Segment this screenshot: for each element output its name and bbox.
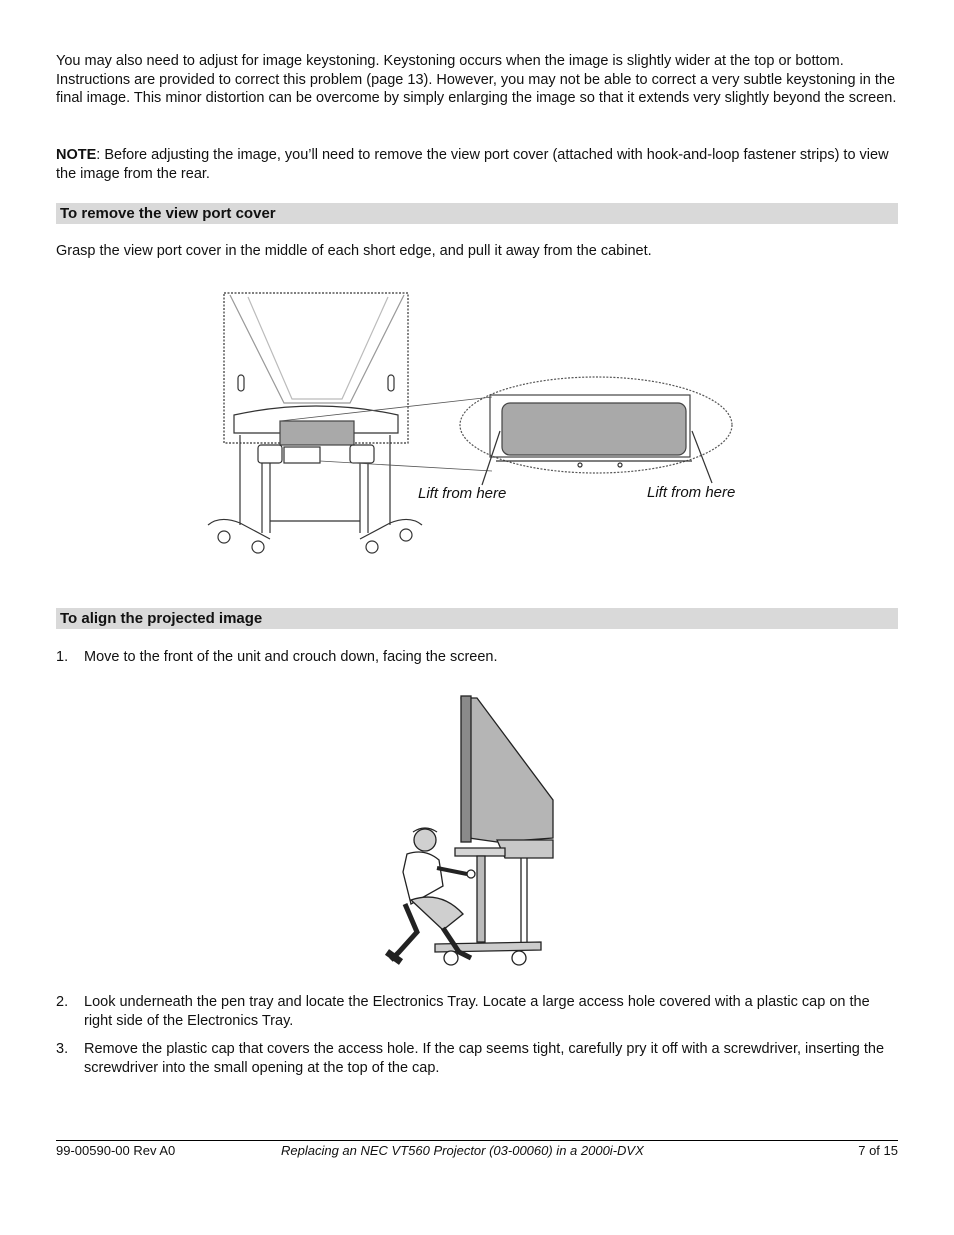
section-heading-remove-cover: To remove the view port cover [56, 203, 898, 224]
rear-view-figure [200, 285, 760, 565]
zoomed-view-port-cover [502, 403, 686, 455]
remove-cover-instruction: Grasp the view port cover in the middle of each short edge, and pull it away from the cabinet. [56, 243, 652, 259]
keystoning-paragraph: You may also need to adjust for image keystoning. Keystoning occurs when the image is slightly wider at the top or bottom. Instructions are provided to correct this problem (page 13). However, you may not be able to correct a very subtle keystoning in the final image. This minor distortion can be overcome by simply enlarging the image so that it extends very slightly beyond the screen. [56, 53, 897, 107]
lift-label-right: Lift from here [647, 484, 736, 501]
note-label: NOTE [56, 147, 97, 163]
footer-page-number: 7 of 15 [858, 1143, 898, 1158]
footer-doc-number: 99-00590-00 Rev A0 [56, 1143, 176, 1158]
step-text: Look underneath the pen tray and locate the Electronics Tray. Locate a large access hole covered with a plastic cap on the right side of the Electronics Tray. [84, 994, 870, 1029]
lift-leader-right [692, 431, 712, 483]
footer-divider [56, 1140, 898, 1141]
note-paragraph [56, 146, 898, 183]
lift-label-left: Lift from here [418, 485, 507, 502]
step-text: Remove the plastic cap that covers the access hole. If the cap seems tight, carefully pry it off with a screwdriver, inserting the screwdriver into the small opening at the top of the cap. [84, 1041, 885, 1076]
crouching-person-figure [385, 690, 560, 972]
note-text: : Before adjusting the image, you’ll need to remove the view port cover (attached with hook-and-loop fastener strips) to view the image from the rear. [56, 147, 889, 182]
view-port-cover [280, 421, 354, 445]
step-number: 3. [56, 1041, 69, 1057]
step-number: 1. [56, 649, 69, 665]
step-number: 2. [56, 994, 69, 1010]
footer-doc-title: Replacing an NEC VT560 Projector (03-00060) in a 2000i-DVX [281, 1143, 644, 1158]
section-heading-align-image: To align the projected image [56, 608, 898, 629]
step-text: Move to the front of the unit and crouch down, facing the screen. [84, 649, 498, 665]
